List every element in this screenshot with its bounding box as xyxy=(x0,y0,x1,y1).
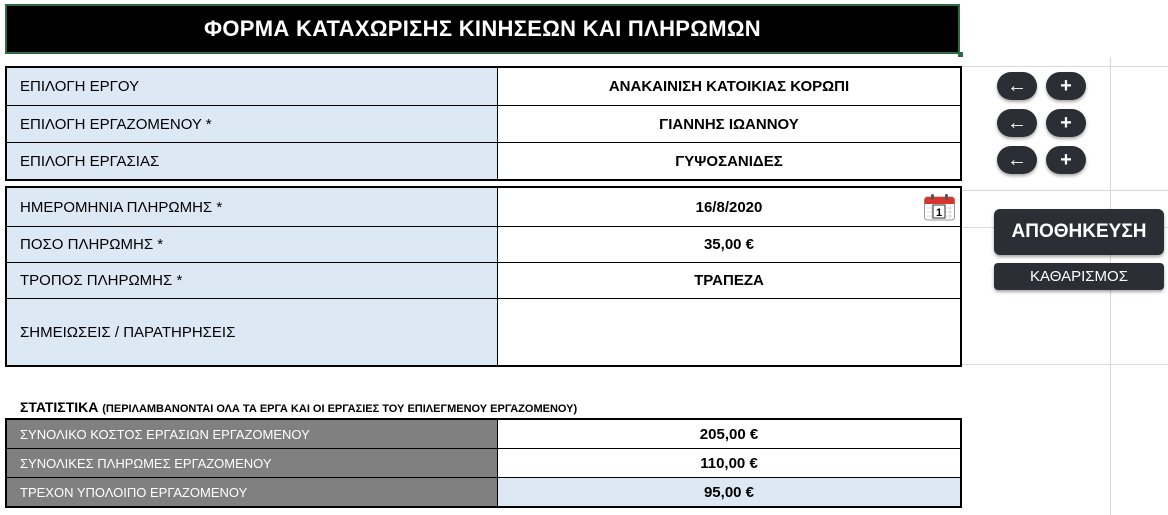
notes-label: ΣΗΜΕΙΩΣΕΙΣ / ΠΑΡΑΤΗΡΗΣΕΙΣ xyxy=(7,299,498,365)
project-select[interactable]: ΑΝΑΚΑΙΝΙΣΗ ΚΑΤΟΙΚΙΑΣ ΚΟΡΩΠΙ xyxy=(498,68,960,105)
payment-date-value: 16/8/2020 xyxy=(695,198,763,216)
stats-row-label: ΤΡΕΧΟΝ ΥΠΟΛΟΙΠΟ ΕΡΓΑΖΟΜΕΝΟΥ xyxy=(7,478,498,506)
stats-subtitle: (ΠΕΡΙΛΑΜΒΑΝΟΝΤΑΙ ΟΛΑ ΤΑ ΕΡΓΑ ΚΑΙ ΟΙ ΕΡΓΑΣΙΕΣ ΤΟΥ ΕΠΙΛΕΓΜΕΝΟΥ ΕΡΓΑΖΟΜΕΝΟΥ) xyxy=(102,403,578,415)
payment-amount-row xyxy=(7,227,960,263)
plus-icon: + xyxy=(1060,111,1072,134)
project-add-button[interactable] xyxy=(1046,72,1086,100)
selection-table xyxy=(5,66,962,181)
notes-field[interactable] xyxy=(498,299,960,365)
project-back-button[interactable] xyxy=(997,72,1037,100)
clear-button[interactable]: ΚΑΘΑΡΙΣΜΟΣ xyxy=(994,263,1164,290)
employee-add-button[interactable] xyxy=(1046,109,1086,137)
project-row xyxy=(7,68,960,106)
stats-row xyxy=(7,478,960,506)
stats-row-value: 110,00 € xyxy=(700,454,758,472)
selection-handle xyxy=(958,52,963,57)
arrow-left-icon: ← xyxy=(1007,148,1027,171)
employee-row xyxy=(7,106,960,143)
notes-row xyxy=(7,299,960,365)
page-title-text: ΦΟΡΜΑ ΚΑΤΑΧΩΡΙΣΗΣ ΚΙΝΗΣΕΩΝ ΚΑΙ ΠΛΗΡΩΜΩΝ xyxy=(204,16,761,41)
stats-row xyxy=(7,449,960,478)
page-title xyxy=(5,4,960,54)
employee-back-button[interactable] xyxy=(997,109,1037,137)
stats-row-value: 205,00 € xyxy=(699,425,759,443)
employee-label: ΕΠΙΛΟΓΗ ΕΡΓΑΖΟΜΕΝΟΥ * xyxy=(7,106,498,142)
arrow-left-icon: ← xyxy=(1007,74,1027,97)
payment-method-row xyxy=(7,263,960,299)
payment-date-row xyxy=(7,188,960,227)
stats-row-label: ΣΥΝΟΛΙΚΟ ΚΟΣΤΟΣ ΕΡΓΑΣΙΩΝ ΕΡΓΑΖΟΜΕΝΟΥ xyxy=(7,420,498,448)
arrow-left-icon: ← xyxy=(1007,111,1027,134)
stats-row xyxy=(7,420,960,449)
employee-select[interactable]: ΓΙΑΝΝΗΣ ΙΩΑΝΝΟΥ xyxy=(498,106,960,142)
calendar-icon[interactable] xyxy=(923,193,956,221)
task-add-button[interactable] xyxy=(1046,146,1086,174)
task-label: ΕΠΙΛΟΓΗ ΕΡΓΑΣΙΑΣ xyxy=(7,143,498,179)
calendar-icon-day: 1 xyxy=(935,207,943,219)
payment-table xyxy=(5,186,962,367)
save-button[interactable]: ΑΠΟΘΗΚΕΥΣΗ xyxy=(994,209,1164,255)
payment-method-select[interactable]: ΤΡΑΠΕΖΑ xyxy=(498,263,960,298)
project-label: ΕΠΙΛΟΓΗ ΕΡΓΟΥ xyxy=(7,68,498,105)
plus-icon: + xyxy=(1060,148,1072,171)
payment-method-label: ΤΡΟΠΟΣ ΠΛΗΡΩΜΗΣ * xyxy=(7,263,498,298)
stats-heading xyxy=(20,399,577,415)
payment-date-label: ΗΜΕΡΟΜΗΝΙΑ ΠΛΗΡΩΜΗΣ * xyxy=(7,188,498,226)
task-select[interactable]: ΓΥΨΟΣΑΝΙΔΕΣ xyxy=(498,143,960,179)
gridline xyxy=(962,66,1168,67)
stats-row-label: ΣΥΝΟΛΙΚΕΣ ΠΛΗΡΩΜΕΣ ΕΡΓΑΖΟΜΕΝΟΥ xyxy=(7,449,498,477)
stats-table xyxy=(5,418,962,508)
payment-date-field[interactable] xyxy=(498,188,960,226)
plus-icon: + xyxy=(1060,74,1072,97)
stats-title: ΣΤΑΤΙΣΤΙΚΑ xyxy=(20,399,99,415)
payment-amount-label: ΠΟΣΟ ΠΛΗΡΩΜΗΣ * xyxy=(7,227,498,262)
gridline xyxy=(962,190,1168,191)
stats-row-value: 95,00 € xyxy=(498,478,960,506)
task-back-button[interactable] xyxy=(997,146,1037,174)
task-row xyxy=(7,143,960,179)
gridline xyxy=(962,364,1168,365)
payment-amount-field[interactable]: 35,00 € xyxy=(498,227,960,262)
